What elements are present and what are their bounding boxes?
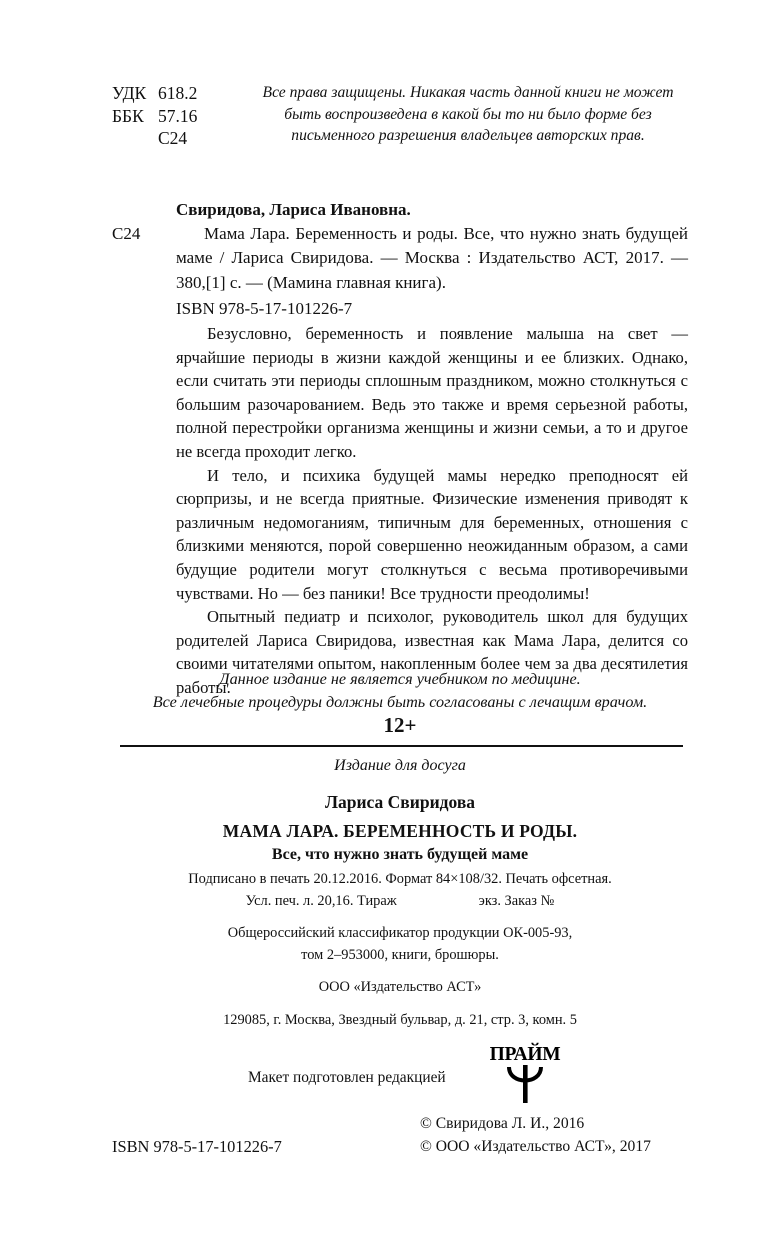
author-sign-value: С24 [158,128,188,148]
disclaimer-line-2: Все лечебные процедуры должны быть согласованы с лечащим врачом. [152,693,648,711]
bbk-value: 57.16 [158,105,198,126]
udk-value: 618.2 [158,83,198,103]
imprint-classifier-group [112,923,688,966]
bib-body [112,222,688,322]
rights-notice: Все права защищены. Никакая часть данной книги не может быть воспроизведена в какой бы то ни было форме без письменного разрешения владельцев авторских прав. [262,84,674,144]
imprint-details [112,869,688,1032]
bbk-label: ББК [112,105,144,126]
layout-credit: Макет подготовлен редакцией [248,1069,446,1086]
horizontal-divider [120,745,683,747]
udk-label: УДК [112,83,147,103]
imprint-publisher-group [112,977,688,999]
bib-isbn: ISBN 978-5-17-101226-7 [176,299,353,319]
copyright-author: © Свиридова Л. И., 2016 [420,1115,585,1132]
disclaimer-line-1: Данное издание не является учебником по медицине. [219,670,581,688]
imprint-classifier-line-1: Общероссийский классификатор продукции ОК-005-93, [227,925,573,942]
bib-sigla: С24 [112,224,141,243]
colophon-title: МАМА ЛАРА. БЕРЕМЕННОСТЬ И РОДЫ. [222,821,578,841]
annotation-block [176,322,688,700]
prime-publisher-logo [489,1045,561,1107]
age-rating-badge: 12+ [383,713,417,737]
trident-psi-icon [497,1063,553,1105]
annotation-paragraph: И тело, и психика будущей мамы нередко преподносят ей сюрпризы, и не всегда приятные. Физические изменения приводят к различным недомоганиям, типичным для беременных, отношения с близкими меняются, порой совершенно неожиданным образом, а сами будущие родители могут столкнуться с весьма противоречивыми чувствами. Но — без паники! Все трудности преодолимы! [176,465,688,603]
imprint-copies-label: экз. Заказ № [478,892,555,909]
copyright-block [420,1112,688,1158]
copyright-publisher: © ООО «Издательство АСТ», 2017 [420,1138,651,1155]
imprint-print-line: Подписано в печать 20.12.2016. Формат 84×108/32. Печать офсетная. [188,871,612,887]
colophon-series: Издание для досуга [334,757,466,774]
bib-author-heading: Свиридова, Лариса Ивановна. [176,200,411,219]
author-sign-line [112,127,232,150]
colophon-subtitle: Все, что нужно знать будущей маме [271,846,529,863]
imprint-address: 129085, г. Москва, Звездный бульвар, д. 21, стр. 3, комн. 5 [223,1011,577,1028]
colophon-author: Лариса Свиридова [324,792,476,812]
udk-line [112,82,232,105]
imprint-publisher: ООО «Издательство АСТ» [318,979,482,996]
imprint-address-group [112,1010,688,1032]
annotation-paragraph: Безусловно, беременность и появление малыша на свет — ярчайшие периоды в жизни каждой женщины и ее близких. Однако, если считать эти периоды сплошным праздником, можно столкнуться с большим разочарованием. Ведь это также и время серьезной работы, полной перестройки организма женщины и жизни семьи, а то и другое не всегда проходит легко. [176,324,688,461]
imprint-classifier-line-2: том 2–953000, книги, брошюры. [301,946,499,963]
imprint-print-group [112,869,688,912]
medical-disclaimer [112,668,688,714]
bibliographic-record [112,198,688,322]
bib-description: Мама Лара. Беременность и роды. Все, что нужно знать будущей маме / Лариса Свиридова. — Москва : Издательство АСТ, 2017. — 380,[1] с. — (Мамина главная книга). [176,224,688,292]
classification-block [112,82,232,150]
colophon-block [112,755,688,866]
annotation-paragraph: Опытный педиатр и психолог, руководитель школ для будущих родителей Лариса Свиридова, известная как Мама Лара, делится со своими читателями опытом, накопленным более чем за два десятилетия работы. [176,607,688,697]
prime-logo-wordmark: ПРАЙМ [489,1044,561,1065]
imprint-sheets-line [112,891,688,913]
imprint-sheets-label: Усл. печ. л. 20,16. Тираж [245,892,397,909]
footer-isbn: ISBN 978-5-17-101226-7 [112,1137,282,1156]
bbk-line [112,105,232,128]
